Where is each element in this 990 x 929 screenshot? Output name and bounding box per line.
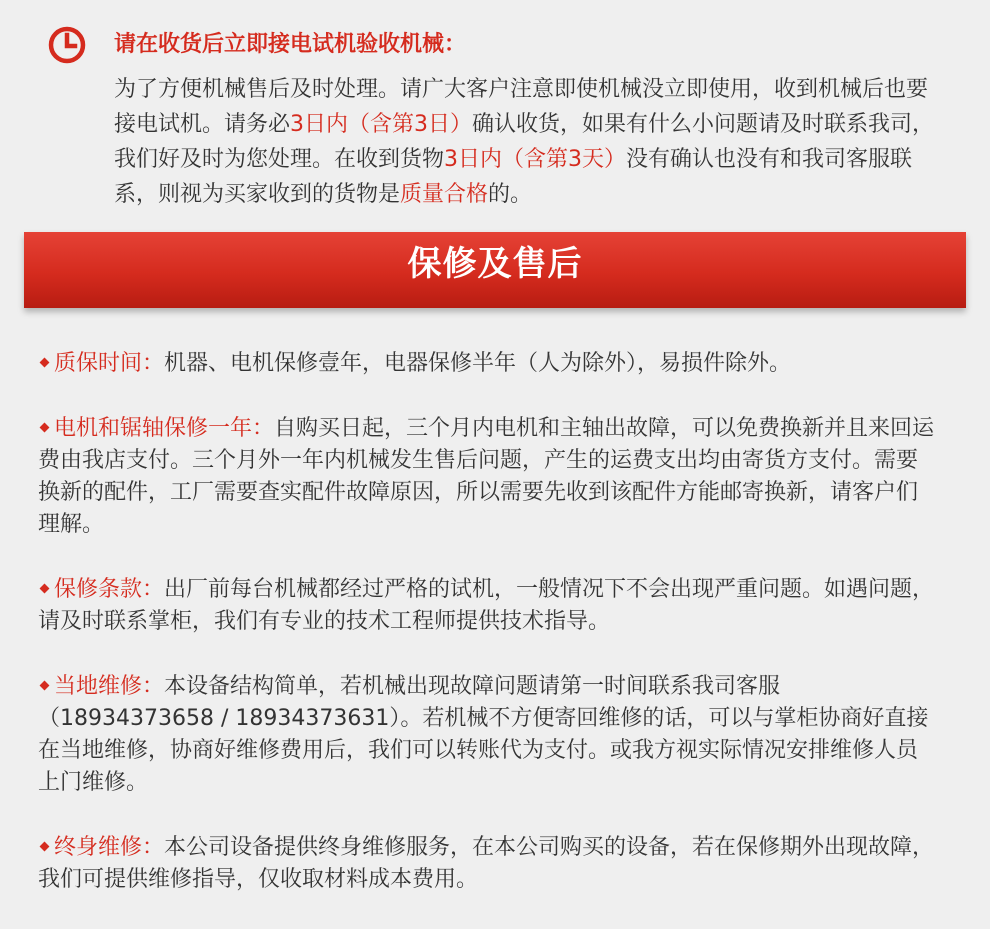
notice-text: 确认收货，如果有什么小问题请及时联系我司，我们好及时为您处理。在收到货物 xyxy=(114,112,935,172)
item-label-separator: ： xyxy=(142,835,165,860)
warranty-item-local-repair xyxy=(38,671,938,799)
section-title: 保修及售后 xyxy=(407,244,583,284)
notice-highlight: 3日内（含第3天） xyxy=(444,147,627,172)
warranty-item-terms xyxy=(38,574,938,638)
notice-text: 为了方便机械售后及时处理。请广大客户注意即使机械没立即使用，收到机械后也要接电试机。请务必 xyxy=(114,77,929,137)
notice-text: 的。 xyxy=(488,182,533,207)
notice-text: 没有确认也没有和我司客服联系，则视为买家收到的货物是 xyxy=(114,147,913,207)
item-label: 终身维修 xyxy=(54,835,143,860)
item-label-separator: ： xyxy=(142,674,165,699)
item-text: 自购买日起，三个月内电机和主轴出故障，可以免费换新并且来回运费由我店支付。三个月外一年内机械发生售后问题，产生的运费支出均由寄货方支付。需要换新的配件，工厂需要查实配件故障原因，所以需要先收到该配件方能邮寄换新，请客户们理解。 xyxy=(38,416,935,537)
item-text: 本设备结构简单，若机械出现故障问题请第一时间联系我司客服（18934373658 / 18934373631）。若机械不方便寄回维修的话，可以与掌柜协商好直接在当地维修，协商好维修费用后，我们可以转账代为支付。或我方视实际情况安排维修人员上门维修。 xyxy=(38,674,929,795)
bullet-diamond-icon xyxy=(40,841,50,851)
item-label-separator: ： xyxy=(142,351,165,376)
item-text: 本公司设备提供终身维修服务，在本公司购买的设备，若在保修期外出现故障，我们可提供维修指导，仅收取材料成本费用。 xyxy=(38,835,935,892)
item-label: 质保时间 xyxy=(54,351,143,376)
warranty-item-warranty-period xyxy=(38,348,938,380)
item-label: 保修条款 xyxy=(54,577,143,602)
item-label-separator: ： xyxy=(142,577,165,602)
bullet-diamond-icon xyxy=(40,422,50,432)
item-label: 当地维修 xyxy=(54,674,143,699)
clock-icon xyxy=(48,26,86,64)
notice-highlight: 质量合格 xyxy=(400,182,489,207)
bullet-diamond-icon xyxy=(40,357,50,367)
item-label-separator: ： xyxy=(252,416,275,441)
notice-body xyxy=(114,72,944,212)
item-text: 出厂前每台机械都经过严格的试机，一般情况下不会出现严重问题。如遇问题，请及时联系掌柜，我们有专业的技术工程师提供技术指导。 xyxy=(38,577,935,634)
section-banner xyxy=(24,232,966,308)
notice-highlight: 3日内（含第3日） xyxy=(290,112,473,137)
warranty-item-lifetime-repair xyxy=(38,832,938,896)
warranty-list xyxy=(38,348,938,929)
notice-title: 请在收货后立即接电试机验收机械： xyxy=(114,32,467,57)
item-text: 机器、电机保修壹年，电器保修半年（人为除外），易损件除外。 xyxy=(164,351,792,376)
item-label: 电机和锯轴保修一年 xyxy=(54,416,253,441)
warranty-item-motor-spindle xyxy=(38,413,938,541)
bullet-diamond-icon xyxy=(40,583,50,593)
bullet-diamond-icon xyxy=(40,680,50,690)
